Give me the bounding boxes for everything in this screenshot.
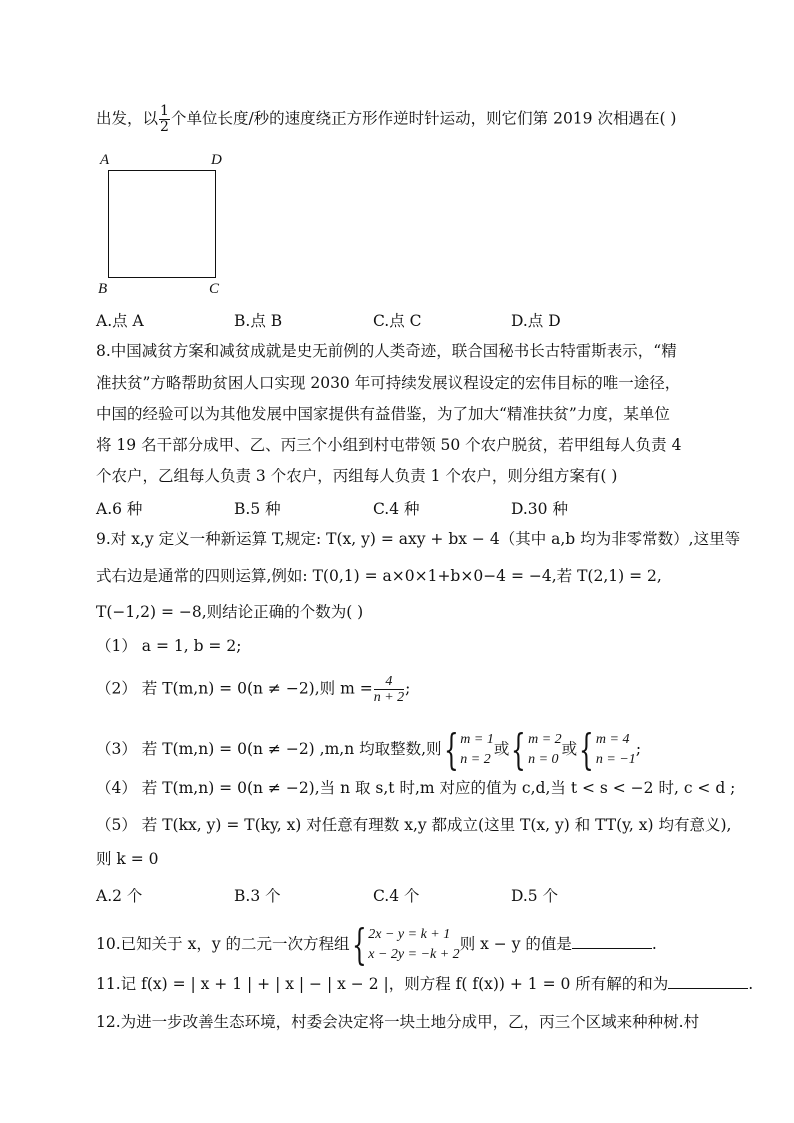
q9-s3-sys1-eq2: n = 2 <box>460 752 491 767</box>
q9-s2-end: ; <box>405 679 411 698</box>
q9-s3-end: ; <box>635 740 642 758</box>
q9-statement-1: （1） a = 1, b = 2; <box>96 637 242 655</box>
q9-s3-text: （3） 若 T(m,n) = 0(n ≠ −2) ,m,n 均取整数,则 <box>96 740 442 758</box>
q8-line1: 8.中国减贫方案和减贫成就是史无前例的人类奇迹，联合国秘书长古特雷斯表示，“精 <box>96 342 677 360</box>
q7-option-d: D.点 D <box>511 312 561 330</box>
q9-s2-fraction <box>374 674 404 705</box>
q10-end: . <box>651 935 657 953</box>
q11-line <box>96 974 753 994</box>
q9-s3-system-1 <box>460 730 494 770</box>
q9-option-b: B.3 个 <box>234 887 281 905</box>
brace-icon: { <box>579 725 594 774</box>
q9-s3-sys1-eq1: m = 1 <box>460 732 494 747</box>
q9-s3-system-3 <box>596 730 636 770</box>
q9-s3-sys3-eq1: m = 4 <box>595 732 630 747</box>
vertex-a: A <box>100 152 110 168</box>
q8-line3: 中国的经验可以为其他发展中国家提供有益借鉴，为了加大“精准扶贫”力度，某单位 <box>96 405 670 423</box>
q9-option-c: C.4 个 <box>373 887 420 905</box>
q11-answer-blank <box>668 974 748 989</box>
q10-question: 则 x − y 的值是 <box>459 935 572 953</box>
q10-line <box>96 920 657 969</box>
q9-s3-sys3-eq2: n = −1 <box>595 752 636 767</box>
q9-option-a: A.2 个 <box>96 887 143 905</box>
q8-option-b: B.5 种 <box>234 500 281 518</box>
q8-line5: 个农户，乙组每人负责 3 个农户，丙组每人负责 1 个农户，则分组方案有( ) <box>96 467 618 485</box>
q9-line3: T(−1,2) = −8,则结论正确的个数为( ) <box>96 603 364 621</box>
q7-line1 <box>96 104 676 135</box>
q7-option-c: C.点 C <box>373 312 422 330</box>
q8-line4: 将 19 名干部分成甲、乙、丙三个小组到村屯带领 50 个农户脱贫，若甲组每人负责 4 <box>96 436 682 454</box>
q10-answer-blank <box>572 934 652 949</box>
q11-text: 11.记 f(x) = | x + 1 | + | x | − | x − 2 |，则方程 f( f(x)) + 1 = 0 所有解的和为 <box>96 975 669 993</box>
q8-option-a: A.6 种 <box>96 500 143 518</box>
brace-icon: { <box>511 725 527 774</box>
q9-statement-5: （5） 若 T(kx, y) = T(ky, x) 对任意有理数 x,y 都成立(这里 T(x, y) 和 TT(y, x) 均有意义), <box>96 816 732 834</box>
q10-system <box>368 925 459 965</box>
q8-option-d: D.30 种 <box>511 500 568 518</box>
q9-line2: 式右边是通常的四则运算,例如: T(0,1) = a×0×1+b×0−4 = −4,若 T(2,1) = 2, <box>96 567 662 585</box>
q11-end: . <box>748 975 754 993</box>
q7-option-b: B.点 B <box>234 312 283 330</box>
q10-eq1: 2x − y = k + 1 <box>368 927 451 942</box>
square-figure <box>108 170 216 278</box>
q9-s3-or-2: 或 <box>561 740 578 758</box>
q9-s2-den: n + 2 <box>373 690 405 705</box>
q7-frac-den: 2 <box>160 119 169 135</box>
q9-s3-or-1: 或 <box>493 740 510 758</box>
q9-statement-2 <box>96 674 410 705</box>
q9-statement-5-end: 则 k = 0 <box>96 850 159 868</box>
q7-frac-num: 1 <box>160 103 169 119</box>
q9-s2-text: （2） 若 T(m,n) = 0(n ≠ −2),则 m = <box>96 679 373 698</box>
q12-line: 12.为进一步改善生态环境，村委会决定将一块土地分成甲，乙，丙三个区域来种种树.村 <box>96 1013 700 1031</box>
q9-option-d: D.5 个 <box>511 887 559 905</box>
brace-icon: { <box>443 725 459 774</box>
vertex-c: C <box>209 281 220 297</box>
q9-s3-system-2 <box>528 730 562 770</box>
q7-fraction <box>159 104 170 135</box>
q9-line1: 9.对 x,y 定义一种新运算 T,规定: T(x, y) = axy + bx − 4（其中 a,b 均为非零常数）,这里等 <box>96 530 741 548</box>
q8-line2: 准扶贫”方略帮助贫困人口实现 2030 年可持续发展议程设定的宏伟目标的唯一途径， <box>96 374 681 392</box>
q10-eq2: x − 2y = −k + 2 <box>368 947 460 962</box>
q8-option-c: C.4 种 <box>373 500 420 518</box>
brace-icon: { <box>351 920 367 969</box>
vertex-b: B <box>98 281 108 297</box>
q10-text: 10.已知关于 x，y 的二元一次方程组 <box>96 935 350 953</box>
q7-text-b: 个单位长度/秒的速度绕正方形作逆时针运动，则它们第 2019 次相遇在( ) <box>170 109 677 128</box>
vertex-d: D <box>211 152 222 168</box>
q9-s2-num: 4 <box>374 674 404 690</box>
q9-s3-sys2-eq2: n = 0 <box>528 752 559 767</box>
q9-statement-3 <box>96 725 642 774</box>
q7-text-a: 出发，以 <box>96 109 159 128</box>
q9-statement-4: （4） 若 T(m,n) = 0(n ≠ −2),当 n 取 s,t 时,m 对应的值为 c,d,当 t < s < −2 时, c < d ; <box>96 779 736 797</box>
q9-s3-sys2-eq1: m = 2 <box>528 732 562 747</box>
q7-option-a: A.点 A <box>96 312 144 330</box>
